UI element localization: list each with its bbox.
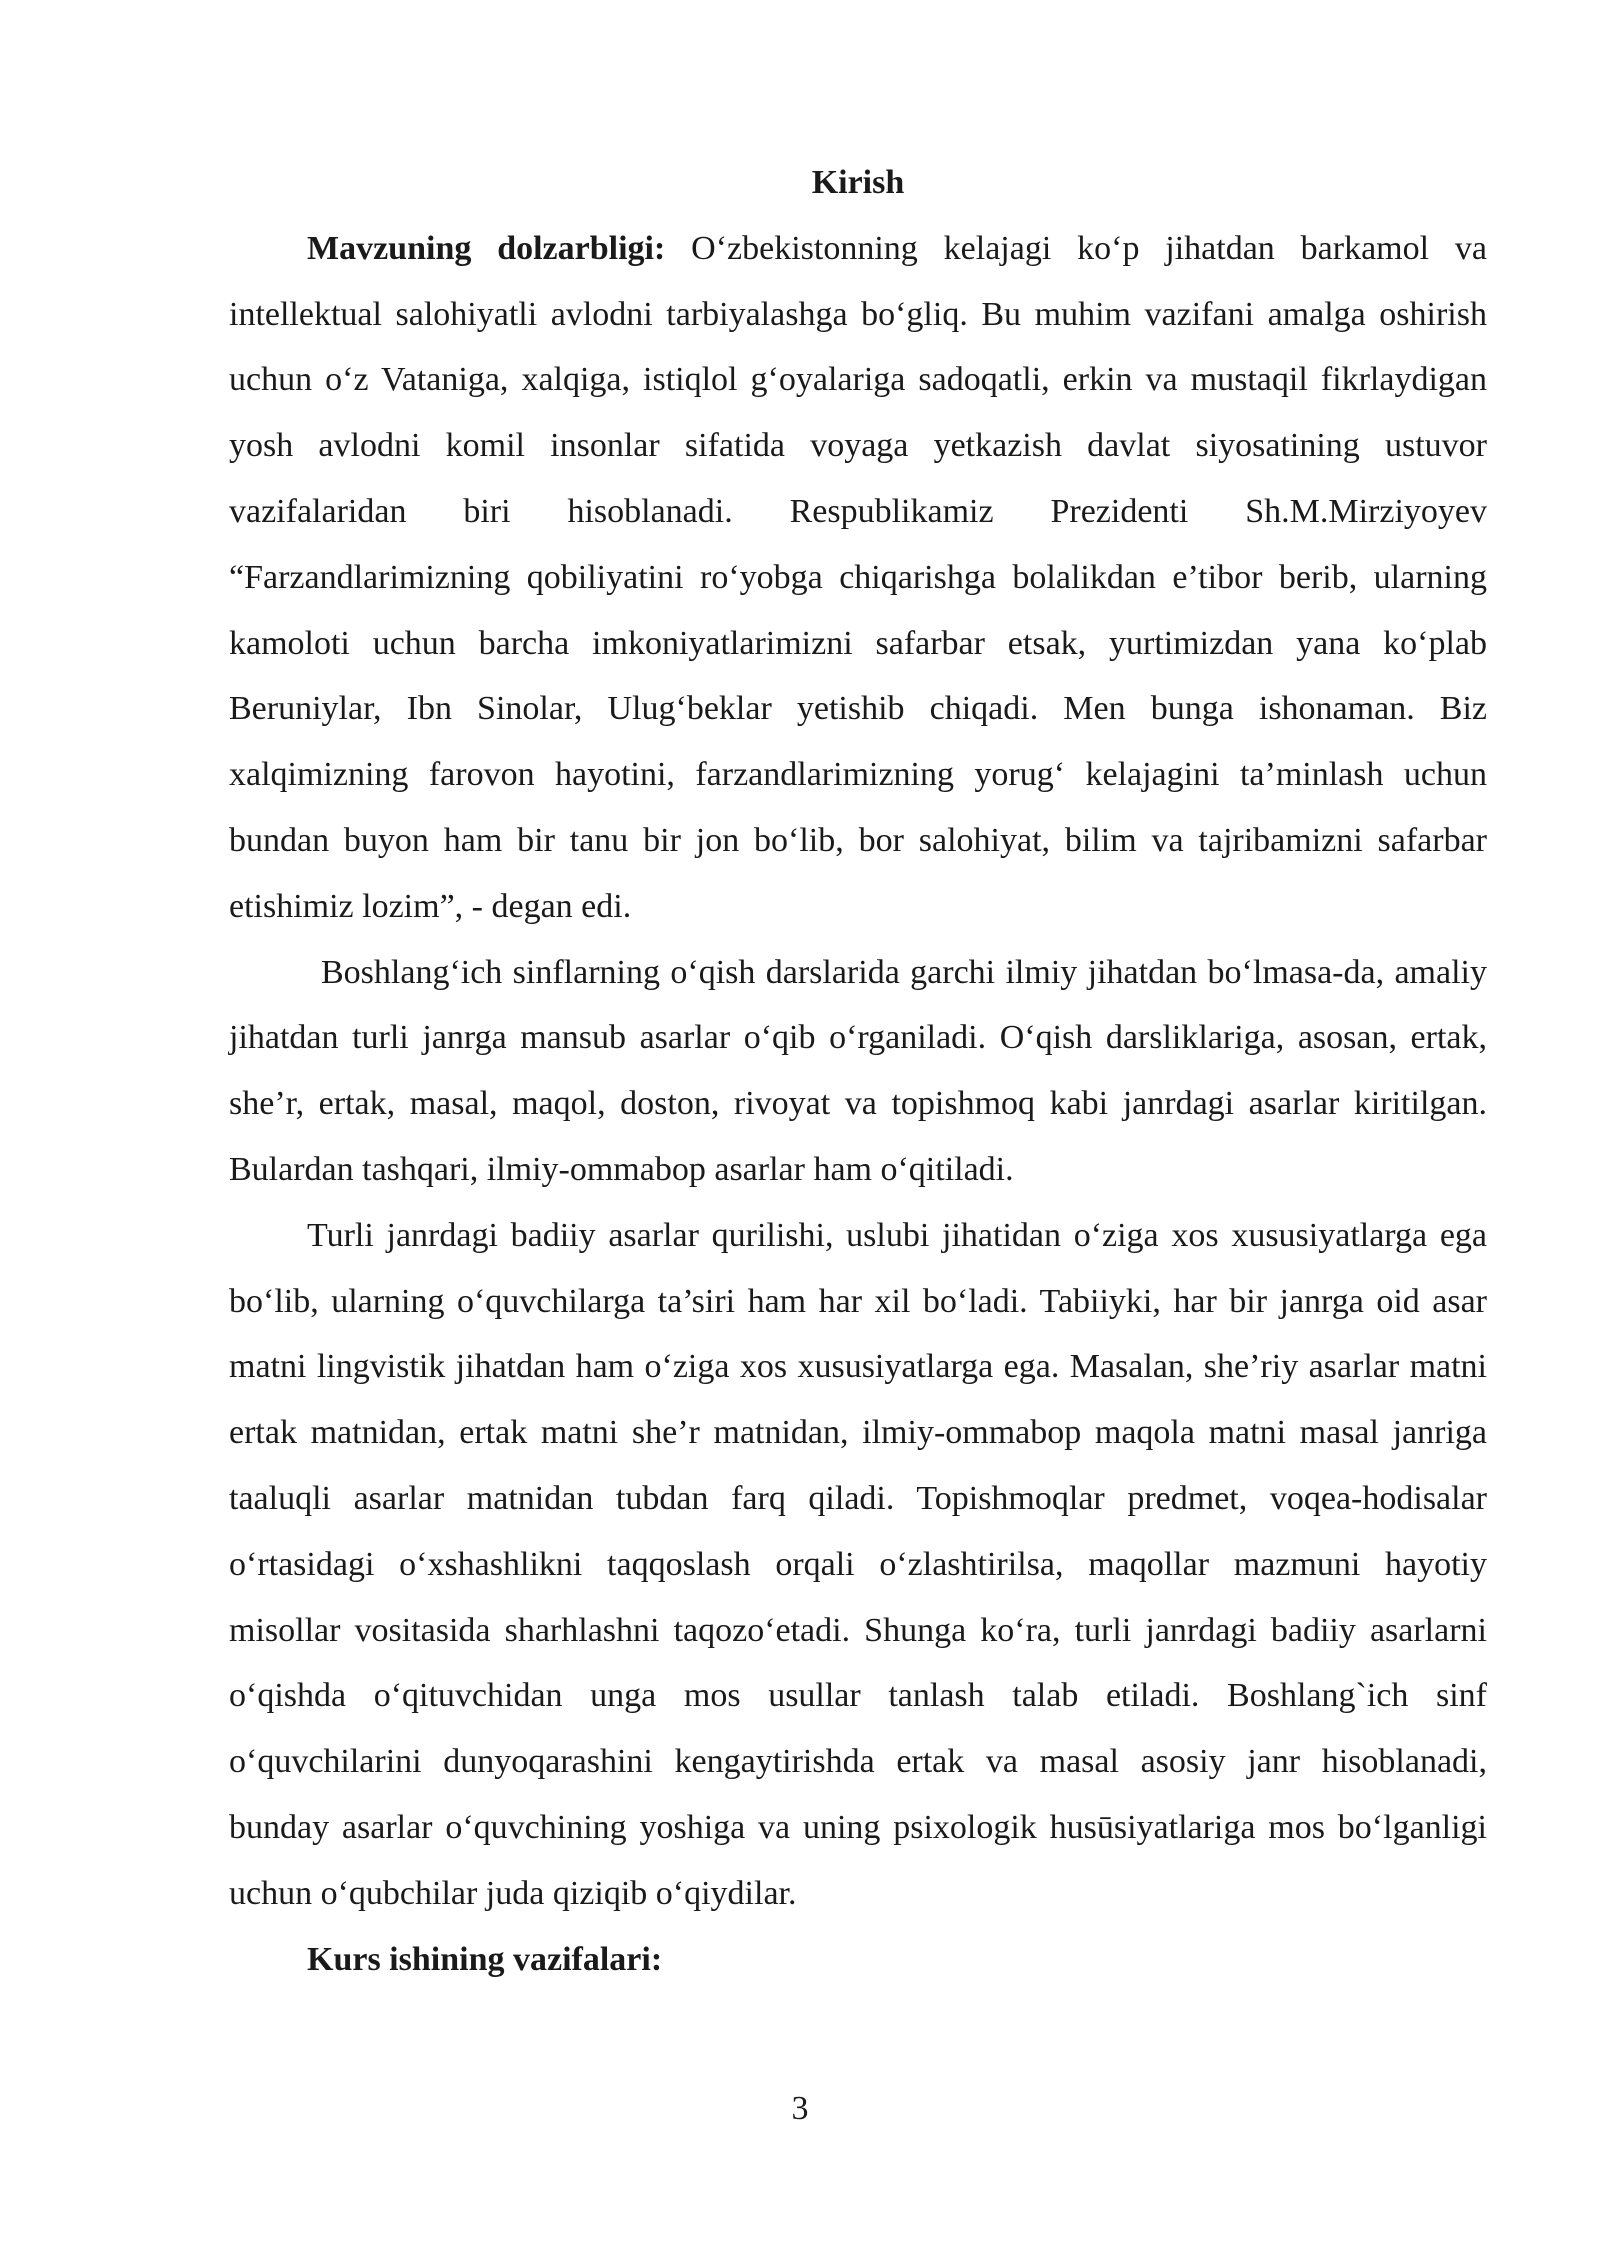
paragraph-genres: Turli janrdagi badiiy asarlar qurilishi, uslubi jihatidan o‘ziga xos xususiyatlarga ega bo‘lib, ularning o‘quvchilarga ta’siri ham har xil bo‘ladi. Tabiiyki, har bir janrga oid asar matni lingvistik jihatdan ham o‘ziga xos xususiyatlarga ega. Masalan, she’riy asarlar matni ertak matnidan, ertak matni she’r matnidan, ilmiy-ommabop maqola matni masal janriga taaluqli asarlar matnidan tubdan farq qiladi. Topishmoqlar predmet, voqea-hodisalar o‘rtasidagi o‘xshashlikni taqqoslash orqali o‘zlashtirilsa, maqollar mazmuni hayotiy misollar vositasida sharhlashni taqozo‘etadi. Shunga ko‘ra, turli janrdagi badiiy asarlarni o‘qishda o‘qituvchidan unga mos usullar tanlash talab etiladi. Boshlang`ich sinf o‘quvchilarini dunyoqarashini kengaytirishda ertak va masal asosiy janr hisoblanadi, bunday asarlar o‘quvchining yoshiga va uning psixologik husūsiyatlariga mos bo‘lganligi uchun o‘qubchilar juda qiziqib o‘qiydilar. — [229, 1216, 1487, 1912]
paragraph-relevance — [229, 216, 1487, 940]
paragraph-lead-relevance: Mavzuning dolzarbligi: — [307, 229, 666, 267]
section-heading-tasks: Kurs ishining vazifalari: — [307, 1940, 663, 1978]
document-body — [229, 150, 1487, 1992]
paragraph-text-relevance: O‘zbekistonning kelajagi ko‘p jihatdan barkamol va intellektual salohiyatli avlodni tarbiyalashga bo‘gliq. Bu muhim vazifani amalga oshirish uchun o‘z Vataniga, xalqiga, istiqlol g‘oyalariga sadoqatli, erkin va mustaqil fikrlaydigan yosh avlodni komil insonlar sifatida voyaga yetkazish davlat siyosatining ustuvor vazifalaridan biri hisoblanadi. Respublikamiz Prezidenti Sh.M.Mirziyoyev “Farzandlarimizning qobiliyatini ro‘yobga chiqarishga bolalikdan e’tibor berib, ularning kamoloti uchun barcha imkoniyatlarimizni safarbar etsak, yurtimizdan yana ko‘plab Beruniylar, Ibn Sinolar, Ulug‘beklar yetishib chiqadi. Men bunga ishonaman. Biz xalqimizning farovon hayotini, farzandlarimizning yorug‘ kelajagini ta’minlash uchun bundan buyon ham bir tanu bir jon bo‘lib, bor salohiyat, bilim va tajribamizni safarbar etishimiz lozim”, - degan edi. — [229, 229, 1488, 925]
document-title: Kirish — [811, 164, 905, 201]
page-number: 3 — [791, 2090, 809, 2127]
paragraph-reading-lessons: Boshlang‘ich sinflarning o‘qish darslarida garchi ilmiy jihatdan bo‘lmasa-da, amaliy jihatdan turli janrga mansub asarlar o‘qib o‘rganiladi. O‘qish darsliklariga, asosan, ertak, she’r, ertak, masal, maqol, doston, rivoyat va topishmoq kabi janrdagi asarlar kiritilgan. Bulardan tashqari, ilmiy-ommabop asarlar ham o‘qitiladi. — [229, 953, 1487, 1188]
